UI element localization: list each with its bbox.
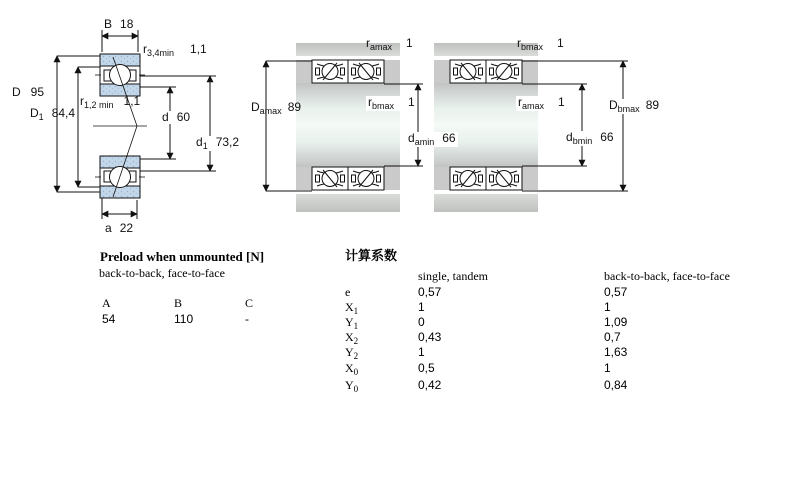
dim-label-d: d 60 xyxy=(162,110,191,124)
factor-row-value1: 1 xyxy=(418,345,425,359)
preload-value-c: - xyxy=(245,312,249,326)
preload-value-a: 54 xyxy=(102,312,116,326)
dim-label-ramax-a: $r_{amax}$ 1 xyxy=(366,36,413,52)
factors-title: 计算系数 xyxy=(345,248,398,263)
dim-label-damin: $d_{amin}$ 66 xyxy=(408,131,456,147)
factor-row-value1: 0,42 xyxy=(418,378,442,392)
dim-D1 xyxy=(78,67,100,187)
dim-label-ramax-b: $r_{amax}$ 1 xyxy=(518,95,565,111)
preload-col-a: A xyxy=(102,296,111,310)
bearing-top-section xyxy=(100,54,140,96)
factor-row-label: e xyxy=(345,285,351,299)
factor-row-value1: 0,57 xyxy=(418,285,442,299)
preload-value-b: 110 xyxy=(174,312,194,326)
mounted-pair-b xyxy=(434,43,628,212)
dim-label-D1: $D_1$ 84,4 xyxy=(30,106,76,122)
factor-row-label: $X_0$ xyxy=(345,361,359,377)
bearing-row-bottom xyxy=(450,167,522,190)
factor-row-value1: 1 xyxy=(418,300,425,314)
factor-row-label: $Y_2$ xyxy=(345,345,359,361)
housing-band-bottom xyxy=(296,194,400,212)
factor-row-value2: 1 xyxy=(604,361,611,375)
factor-row-label: $X_1$ xyxy=(345,300,359,316)
factor-row-value2: 0,57 xyxy=(604,285,628,299)
factor-row-value2: 1,63 xyxy=(604,345,628,359)
dim-label-D: D 95 xyxy=(12,85,45,99)
dim-label-a: a 22 xyxy=(105,221,134,235)
preload-title: Preload when unmounted [N] xyxy=(100,249,265,264)
dim-a xyxy=(102,198,137,219)
preload-col-b: B xyxy=(174,296,183,310)
bearing-row-bottom xyxy=(312,167,384,190)
single-bearing-cross-section xyxy=(57,30,216,219)
dim-label-B: B 18 xyxy=(104,17,134,31)
factor-row-label: $X_2$ xyxy=(345,330,359,346)
factor-row-value2: 1 xyxy=(604,300,611,314)
dim-label-Damax: $D_{amax}$ 89 xyxy=(251,100,302,116)
dim-label-d1: $d_1$ 73,2 xyxy=(196,135,240,151)
factors-col1-header: single, tandem xyxy=(418,269,488,283)
bearing-row-top xyxy=(312,60,384,83)
dim-label-r34: $r_{3,4min}$ 1,1 xyxy=(143,42,207,58)
dim-label-Dbmax: $D_{bmax}$ 89 xyxy=(609,98,660,114)
dim-label-dbmin: $d_{bmin}$ 66 xyxy=(566,130,614,146)
dim-label-rbmax-a: $r_{bmax}$ 1 xyxy=(368,95,415,111)
housing-band-bottom xyxy=(434,194,538,212)
mounted-pair-a xyxy=(266,43,423,212)
factor-row-value2: 0,7 xyxy=(604,330,621,344)
factor-row-value2: 1,09 xyxy=(604,315,628,329)
preload-subtitle: back-to-back, face-to-face xyxy=(99,266,225,280)
bearing-row-top xyxy=(450,60,522,83)
factor-row-label: $Y_0$ xyxy=(345,378,359,394)
factor-row-label: $Y_1$ xyxy=(345,315,359,331)
factor-row-value1: 0,43 xyxy=(418,330,442,344)
factor-row-value2: 0,84 xyxy=(604,378,628,392)
dim-label-r12: $r_{1,2 min}$ 1,1 xyxy=(80,94,141,110)
factors-col2-header: back-to-back, face-to-face xyxy=(604,269,730,283)
factor-row-value1: 0 xyxy=(418,315,425,329)
ball-top xyxy=(110,65,131,86)
dim-label-rbmax-b: $r_{bmax}$ 1 xyxy=(517,36,564,52)
factor-row-value1: 0,5 xyxy=(418,361,435,375)
preload-col-c: C xyxy=(245,296,254,310)
dim-B xyxy=(102,30,138,52)
